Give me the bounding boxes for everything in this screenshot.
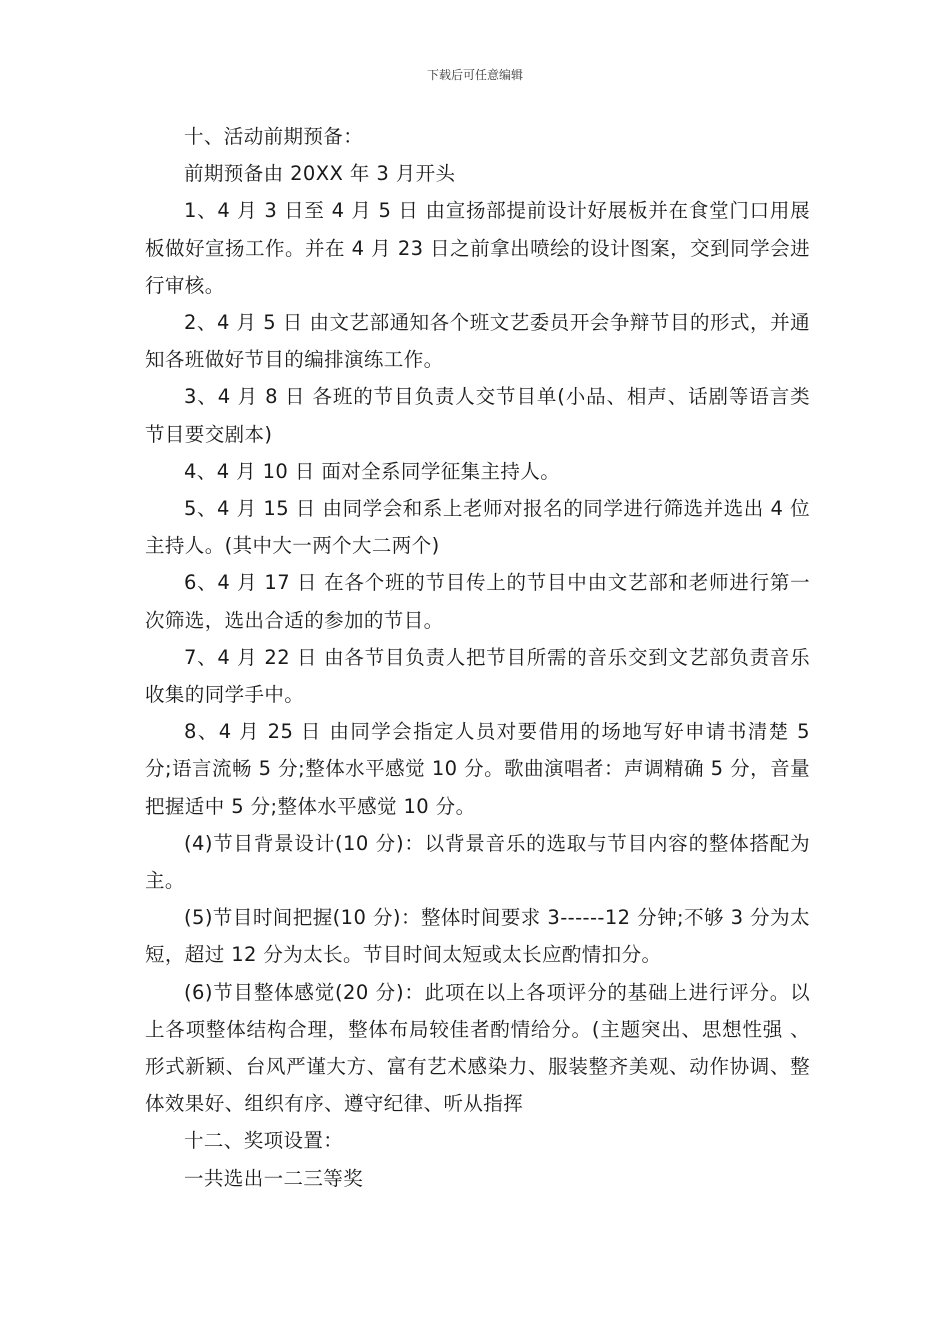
- paragraph-item-5: 5、4 月 15 日 由同学会和系上老师对报名的同学进行筛选并选出 4 位主持人。(其中大一两个大二两个): [145, 497, 810, 558]
- paragraph-criterion-6: (6)节目整体感觉(20 分)：此项在以上各项评分的基础上进行评分。以上各项整体结构合理，整体布局较佳者酌情给分。(主题突出、思想性强 、形式新颖、台风严谨大方、富有艺术感染力、服装整齐美观、动作协调、整体效果好、组织有序、遵守纪律、听从指挥: [145, 980, 810, 1116]
- page-header-note: 下载后可任意编辑: [426, 68, 523, 82]
- paragraph-criterion-5: (5)节目时间把握(10 分)：整体时间要求 3------12 分钟;不够 3 分为太短，超过 12 分为太长。节目时间太短或太长应酌情扣分。: [145, 906, 810, 967]
- paragraph-start-date: 前期预备由 20XX 年 3 月开头: [184, 162, 456, 186]
- section-heading-preparation: 十、活动前期预备：: [184, 125, 364, 148]
- paragraph-item-1: 1、4 月 3 日至 4 月 5 日 由宣扬部提前设计好展板并在食堂门口用展板做好宣扬工作。并在 4 月 23 日之前拿出喷绘的设计图案，交到同学会进行审核。: [145, 199, 810, 297]
- section-heading-awards: 十二、奖项设置：: [184, 1129, 344, 1153]
- paragraph-item-2: 2、4 月 5 日 由文艺部通知各个班文艺委员开会争辩节目的形式，并通知各班做好节目的编排演练工作。: [145, 311, 810, 372]
- paragraph-item-6: 6、4 月 17 日 在各个班的节目传上的节目中由文艺部和老师进行第一次筛选，选出合适的参加的节目。: [145, 571, 810, 632]
- paragraph-item-8: 8、4 月 25 日 由同学会指定人员对要借用的场地写好申请书清楚 5 分;语言流畅 5 分;整体水平感觉 10 分。歌曲演唱者：声调精确 5 分，音量把握适中 5 分;整体水平感觉 10 分。: [145, 720, 810, 818]
- paragraph-awards: 一共选出一二三等奖: [184, 1166, 364, 1190]
- document-body: [145, 118, 810, 1197]
- paragraph-item-4: 4、4 月 10 日 面对全系同学征集主持人。: [184, 459, 561, 483]
- paragraph-criterion-4: (4)节目背景设计(10 分)：以背景音乐的选取与节目内容的整体搭配为主。: [145, 831, 810, 893]
- paragraph-item-3: 3、4 月 8 日 各班的节目负责人交节目单(小品、相声、话剧等语言类节目要交剧本): [145, 385, 810, 446]
- paragraph-item-7: 7、4 月 22 日 由各节目负责人把节目所需的音乐交到文艺部负责音乐收集的同学手中。: [145, 645, 810, 707]
